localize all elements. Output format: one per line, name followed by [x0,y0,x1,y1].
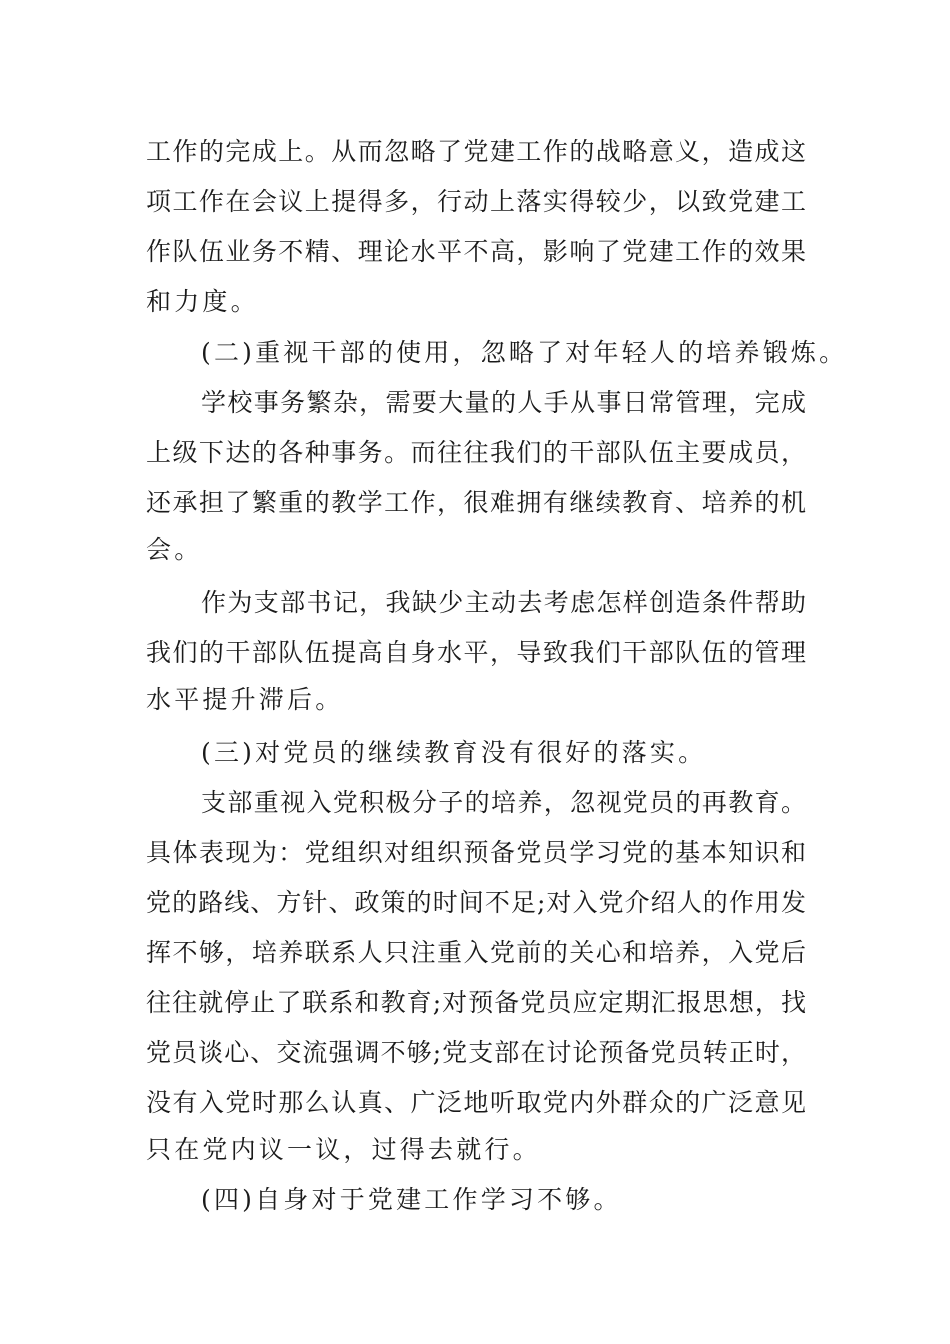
text-line: 党的路线、方针、政策的时间不足;对入党介绍人的作用发 [146,888,806,917]
text-line: 具体表现为：党组织对组织预备党员学习党的基本知识和 [146,838,806,867]
text-line: 只在党内议一议，过得去就行。 [146,1135,541,1164]
text-line: 和力度。 [146,287,259,316]
text-line: 党员谈心、交流强调不够;党支部在讨论预备党员转正时， [146,1038,806,1067]
section-heading: (二)重视干部的使用，忽略了对年轻人的培养锻炼。 [201,338,848,367]
text-line: 我们的干部队伍提高自身水平，导致我们干部队伍的管理 [146,638,806,667]
text-line: 水平提升滞后。 [146,685,344,714]
text-line: 支部重视入党积极分子的培养，忽视党员的再教育。 [201,788,806,817]
text-line: 上级下达的各种事务。而往往我们的干部队伍主要成员， [146,438,806,467]
text-line: 作队伍业务不精、理论水平不高，影响了党建工作的效果 [146,237,806,266]
text-line: 挥不够，培养联系人只注重入党前的关心和培养，入党后 [146,938,806,967]
text-line: 学校事务繁杂，需要大量的人手从事日常管理，完成 [201,388,806,417]
text-line: 没有入党时那么认真、广泛地听取党内外群众的广泛意见 [146,1088,806,1117]
text-line: 作为支部书记，我缺少主动去考虑怎样创造条件帮助 [201,588,806,617]
section-heading: (三)对党员的继续教育没有很好的落实。 [201,738,707,767]
section-heading: (四)自身对于党建工作学习不够。 [201,1185,622,1214]
text-line: 还承担了繁重的教学工作，很难拥有继续教育、培养的机 [146,488,806,517]
text-line: 会。 [146,535,203,564]
text-line: 工作的完成上。从而忽略了党建工作的战略意义，造成这 [146,137,806,166]
text-line: 往往就停止了联系和教育;对预备党员应定期汇报思想，找 [146,988,806,1017]
text-line: 项工作在会议上提得多，行动上落实得较少，以致党建工 [146,187,806,216]
